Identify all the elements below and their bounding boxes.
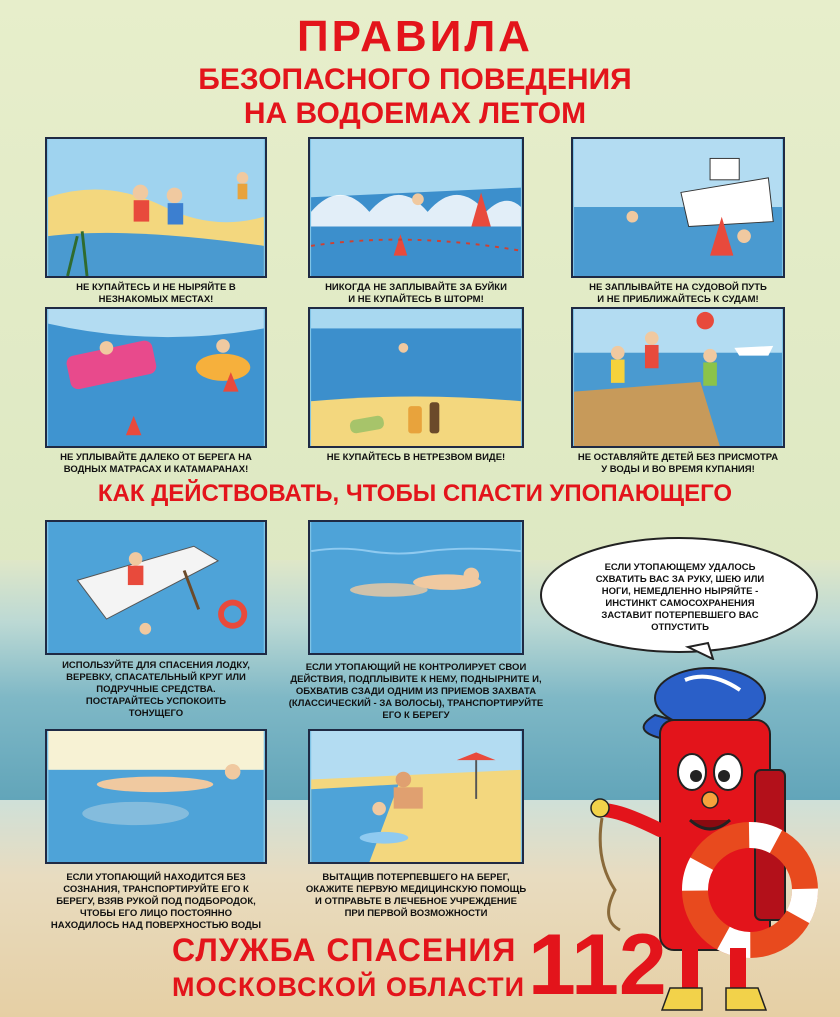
tow-swimmer-illustration bbox=[310, 522, 522, 653]
rescue-illustration-unconscious bbox=[45, 729, 267, 864]
rescue-caption-4: ВЫТАЩИВ ПОТЕРПЕВШЕГО НА БЕРЕГ, ОКАЖИТЕ ПЕРВУЮ МЕДИЦИНСКУЮ ПОМОЩЬ И ОТПРАВЬТЕ В ЛЕЧЕБНОЕ УЧРЕЖДЕНИЕ ПРИ ПЕРВОЙ ВОЗМОЖНОСТИ bbox=[305, 872, 527, 919]
rule-caption-5: НЕ КУПАЙТЕСЬ В НЕТРЕЗВОМ ВИДЕ! bbox=[326, 452, 506, 463]
unconscious-tow-illustration bbox=[47, 731, 265, 862]
rescue-illustration-boat bbox=[45, 520, 267, 655]
rule-illustration-drunk bbox=[308, 307, 524, 448]
rule-caption-2: НИКОГДА НЕ ЗАПЛЫВАЙТЕ ЗА БУЙКИ И НЕ КУПАЙТЕСЬ В ШТОРМ! bbox=[325, 282, 507, 305]
rescue-illustration-swim-tow bbox=[308, 520, 524, 655]
rule-caption-1: НЕ КУПАЙТЕСЬ И НЕ НЫРЯЙТЕ В НЕЗНАКОМЫХ МЕСТАХ! bbox=[76, 282, 236, 305]
rule-illustration-air-mattress bbox=[45, 307, 267, 448]
rescue-service-region: МОСКОВСКОЙ ОБЛАСТИ bbox=[172, 972, 526, 1002]
mattress-illustration bbox=[47, 309, 265, 446]
rule-caption-6: НЕ ОСТАВЛЯЙТЕ ДЕТЕЙ БЕЗ ПРИСМОТРА У ВОДЫ И ВО ВРЕМЯ КУПАНИЯ! bbox=[577, 452, 779, 475]
speech-bubble-text: ЕСЛИ УТОПАЮЩЕМУ УДАЛОСЬ СХВАТИТЬ ВАС ЗА РУКУ, ШЕЮ ИЛИ НОГИ, НЕМЕДЛЕННО НЫРЯЙТЕ - ИНСТИНКТ САМОСОХРАНЕНИЯ ЗАСТАВИТ ПОТЕРПЕВШЕГО ВАС ОТПУСТИТЬ bbox=[595, 562, 765, 633]
storm-buoys-illustration bbox=[310, 139, 522, 276]
rescue-caption-2: ЕСЛИ УТОПАЮЩИЙ НЕ КОНТРОЛИРУЕТ СВОИ ДЕЙСТВИЯ, ПОДПЛЫВИТЕ К НЕМУ, ПОДНЫРНИТЕ И, ОБХВАТИВ СЗАДИ ОДНИМ ИЗ ПРИЕМОВ ЗАХВАТА (КЛАССИЧЕСКИЙ - ЗА ВОЛОСЫ), ТРАНСПОРТИРУЙТЕ ЕГО К БЕРЕГУ bbox=[288, 662, 544, 721]
rule-illustration-unknown-places bbox=[45, 137, 267, 278]
poster-title: ПРАВИЛА bbox=[297, 12, 533, 61]
rescue-caption-1: ИСПОЛЬЗУЙТЕ ДЛЯ СПАСЕНИЯ ЛОДКУ, ВЕРЕВКУ, СПАСАТЕЛЬНЫЙ КРУГ ИЛИ ПОДРУЧНЫЕ СРЕДСТВА. ПОСТАРАЙТЕСЬ УСПОКОИТЬ ТОНУЩЕГО bbox=[62, 660, 250, 719]
rescue-service-name: СЛУЖБА СПАСЕНИЯ bbox=[172, 932, 517, 968]
first-aid-beach-illustration bbox=[310, 731, 522, 862]
children-pier-illustration bbox=[573, 309, 783, 446]
rescue-section-title: КАК ДЕЙСТВОВАТЬ, ЧТОБЫ СПАСТИ УПОПАЮЩЕГО bbox=[97, 480, 733, 507]
rule-illustration-buoys-storm bbox=[308, 137, 524, 278]
rule-caption-3: НЕ ЗАПЛЫВАЙТЕ НА СУДОВОЙ ПУТЬ И НЕ ПРИБЛИЖАЙТЕСЬ К СУДАМ! bbox=[589, 282, 767, 305]
ship-illustration bbox=[573, 139, 783, 276]
poster-subtitle-line1: БЕЗОПАСНОГО ПОВЕДЕНИЯ bbox=[198, 63, 632, 96]
rescue-caption-3: ЕСЛИ УТОПАЮЩИЙ НАХОДИТСЯ БЕЗ СОЗНАНИЯ, ТРАНСПОРТИРУЙТЕ ЕГО К БЕРЕГУ, ВЗЯВ РУКОЙ ПОД ПОДБОРОДОК, ЧТОБЫ ЕГО ЛИЦО ПОСТОЯННО НАХОДИЛОСЬ НАД ПОВЕРХНОСТЬЮ ВОДЫ bbox=[50, 872, 262, 931]
boat-rescue-illustration bbox=[47, 522, 265, 653]
emergency-phone-number: 112 bbox=[528, 917, 667, 1013]
diving-kids-illustration bbox=[47, 139, 265, 276]
rule-illustration-ship-route bbox=[571, 137, 785, 278]
rescue-illustration-first-aid bbox=[308, 729, 524, 864]
rule-caption-4: НЕ УПЛЫВАЙТЕ ДАЛЕКО ОТ БЕРЕГА НА ВОДНЫХ МАТРАСАХ И КАТАМАРАНАХ! bbox=[60, 452, 252, 475]
poster-subtitle-line2: НА ВОДОЕМАХ ЛЕТОМ bbox=[243, 97, 587, 130]
bottles-illustration bbox=[310, 309, 522, 446]
rule-illustration-children bbox=[571, 307, 785, 448]
